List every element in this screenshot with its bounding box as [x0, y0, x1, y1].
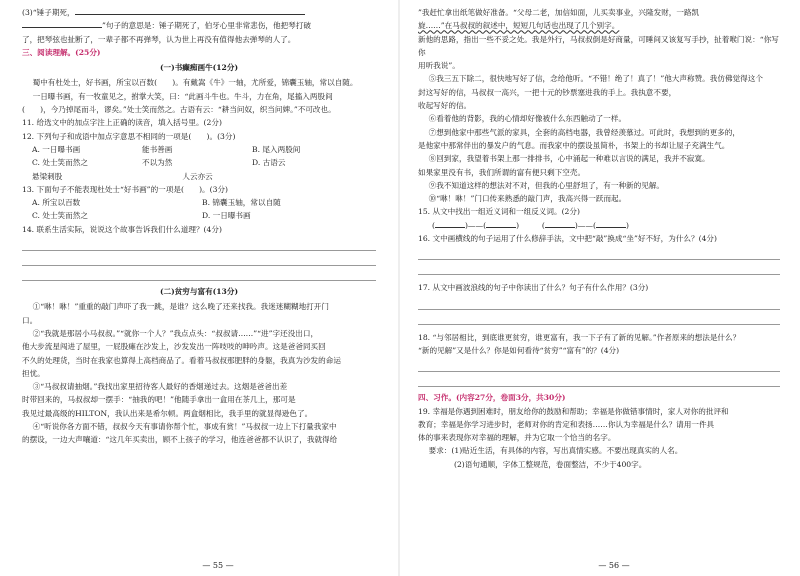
passage-paragraph: 时带回来的，马叔叔却一摆手：“抽我的吧！”他随手拿出一盒用在茶几上，那可是: [22, 395, 296, 405]
answer-blank[interactable]: [545, 227, 575, 228]
passage-paragraph: 新他的思路，指出一些不妥之处。我是外行，马叔叔倒是好商量，可睡间又该复写手抄，扯着喉门说：“你写你: [418, 34, 779, 57]
answer-blank[interactable]: [75, 14, 305, 15]
section-title: 四、习作。(内容27分，卷面3分，共30分): [418, 393, 566, 403]
pair-blanks: ( )——( ) ( )——( ): [432, 220, 629, 230]
q-line1: (3)“锤子期死，: [22, 6, 376, 19]
question: 15. 从文中找出一组近义词和一组反义词。(2分): [418, 207, 580, 217]
question: 16. 文中画横线的句子运用了什么修辞手法，文中把“敲”换成“坐”好不好，为什么？(4分): [418, 234, 717, 244]
question: 13. 下面句子不能表现杜处士“好书画”的一项是( )。(3分): [22, 184, 228, 194]
wavy-sentence: 旋……”在马叔叔的叙述中，短短几句话也出现了几个别字。: [418, 21, 620, 31]
question: 19. 幸福是你遇到困难时，朋友给你的鼓励和帮助；幸福是你做错事情时，家人对你的批评和: [418, 406, 729, 416]
passage-paragraph: ⑤我三五下除二，很快地写好了信，念给他听。“不错！绝了！真了！”他大声称赞。我仿佛觉得这个: [428, 74, 763, 84]
option[interactable]: B. 锦囊玉轴，常以自随: [202, 198, 281, 208]
passage-paragraph: ⑨我不知道这样的想法对不对，但我的心里舒坦了，有一种新的见解。: [428, 180, 665, 190]
right-page: [408, 0, 800, 576]
option[interactable]: C. 处士笑而然之: [32, 158, 88, 168]
options: [22, 196, 376, 223]
option: 不以为然: [142, 158, 173, 168]
answer-line[interactable]: [22, 251, 376, 266]
passage-paragraph: 一日曝书画，有一牧童见之，拊掌大笑，曰：“此画斗牛也。牛斗，力在角，尾搐入两股间: [32, 91, 333, 101]
question: 11. 给选文中的加点字注上正确的读音，填入括号里。(2分): [22, 118, 222, 128]
passage-paragraph: 封这写好的信，马叔叔一高兴，一把十元的钞票塞进我的手上。我执意不要，: [418, 87, 677, 97]
page-number: — 55 —: [202, 560, 234, 570]
option[interactable]: C. 处士笑而然之: [32, 211, 88, 221]
question: 18. “与邻居相比，到底谁更贫穷，谁更富有，我一下子有了新的见解。”作者原来的想法是什么？: [418, 332, 741, 342]
left-page: [0, 0, 392, 576]
passage-paragraph: ⑦想到他家中那些气派的家具，全套的高档电器，我曾经羡慕过。可此时，我想到的更多的，: [428, 127, 740, 137]
answer-line[interactable]: [418, 295, 780, 310]
question: 体的事来表现你对幸福的理解，并为它取一个恰当的名字。: [418, 433, 616, 443]
options: [22, 143, 376, 170]
answer-blank[interactable]: [596, 227, 626, 228]
options-extra: 悬梁刺股 人云亦云: [32, 171, 213, 181]
passage-paragraph: 是他家中那常伴出的暴发户的气息。而我家中的摆设虽简朴，书架上的书却让屋子充满生气。: [418, 140, 730, 150]
passage-title: (一)书癫痴画牛(12分): [159, 63, 239, 73]
passage-paragraph: ”我赶忙拿出纸笔做好准备。“父母二老，加信如面，儿买卖事业，兴隆发财，一路凯: [418, 8, 700, 17]
passage-paragraph: ⑥看着他的背影，我的心情却好像被什么东西触动了一样。: [428, 114, 627, 124]
passage-paragraph: 担忧。: [22, 368, 45, 378]
requirement: (2)语句通顺，字体工整规范，卷面整洁，不少于400字。: [454, 459, 647, 469]
option[interactable]: B. 尾入两股间: [252, 144, 301, 154]
passage-paragraph: 用听我说”。: [418, 61, 460, 71]
passage-paragraph: 如果家里没有书，我们所谓的富有便只剩下空壳。: [418, 167, 586, 177]
q-line2: ”句子的意思是：锤子期死了，伯牙心里非常悲伤，他把琴打破: [22, 19, 376, 32]
passage-paragraph: ③“马叔叔请抽烟。”我找出家里招待客人最好的香烟递过去。这烟是爸爸出差: [32, 382, 288, 392]
passage-paragraph: ( )，今乃掉尾而斗，谬矣。”处士笑而然之。古语有云：“耕当问奴，织当问婢。”不可改也。: [22, 105, 336, 115]
passage-paragraph: ②“我就是那居小马叔叔。”“就你一个人？”我点点头：“叔叔请……”“进”字还没出口，: [32, 328, 319, 338]
passage-paragraph: 我见过最高级的HILTON，我认出来是希尔顿。两盒烟相比，我手里的就显得逊色了。: [22, 408, 313, 418]
question: 教育；幸福是你学习进步时，老师对你的肯定和表扬……你认为幸福是什么？请用一件具: [418, 419, 715, 429]
answer-line[interactable]: [418, 260, 780, 275]
answer-line[interactable]: [22, 236, 376, 251]
passage-paragraph: ⑩“咻！咻！”门口传来熟悉的敲门声，我高兴得一跃而起。: [428, 194, 627, 204]
answer-line[interactable]: [418, 357, 780, 372]
passage-title: (二)贫穷与富有(13分): [159, 287, 239, 297]
answer-blank[interactable]: [486, 227, 516, 228]
passage-paragraph: 不久的处理货，当时在我家也算得上高档商品了。看着马叔叔那肥胖的身躯，我真为沙发的命运: [22, 355, 341, 365]
question: 12. 下列句子和成语中加点字意思不相同的一项是( )。(3分): [22, 131, 236, 141]
option[interactable]: A. 所宝以百数: [32, 198, 81, 208]
question: “新的见解”又是什么？你是如何看待“贫穷”“富有”的？(4分): [418, 345, 620, 355]
passage-paragraph: 口。: [22, 315, 38, 325]
answer-blank[interactable]: [22, 27, 102, 28]
option: 能书善画: [142, 144, 173, 154]
passage-paragraph: ④“听说你各方面不错，叔叔今天有事请你帮个忙，事成有赏！”马叔叔一边上下打量我家中: [32, 422, 337, 432]
option[interactable]: D. 古语云: [252, 158, 286, 168]
passage-paragraph: 蜀中有杜处士，好书画，所宝以百数( )。有戴嵩《牛》一轴，尤所爱，锦囊玉轴，常以自随。: [32, 78, 358, 88]
q-line3: 了，把琴弦也扯断了，一辈子都不再弹琴，认为世上再没有值得他去弹琴的人了。: [22, 34, 296, 44]
section-title: 三、阅读理解。(25分): [22, 47, 101, 57]
page-number: — 56 —: [598, 560, 630, 570]
passage-paragraph: ⑧回到家，我望着书架上那一排排书，心中涌起一种难以言说的满足，我并不寂寞。: [428, 154, 710, 164]
answer-line[interactable]: [418, 372, 780, 387]
passage-paragraph: 他大步流星闯进了屋里，一屁股瘫在沙发上，沙发发出一阵吱吱的呻吟声。这是爸爸同买回: [22, 342, 326, 352]
page-divider: [398, 0, 400, 576]
answer-line[interactable]: [22, 266, 376, 281]
question: 14. 联系生活实际，说说这个故事告诉我们什么道理？(4分): [22, 224, 222, 234]
answer-line[interactable]: [418, 245, 780, 260]
answer-blank[interactable]: [435, 227, 465, 228]
answer-line[interactable]: [418, 310, 780, 325]
question: 17. 从文中画波浪线的句子中你读出了什么？句子有什么作用？(3分): [418, 283, 649, 293]
option[interactable]: A. 一日曝书画: [32, 144, 81, 154]
requirement: 要求：(1)贴近生活，有具体的内容，写出真情实感。不要出现真实的人名。: [428, 446, 683, 456]
passage-paragraph: 收起写好的信。: [418, 101, 472, 111]
passage-paragraph: ①“咻！咻！”重重的敲门声吓了我一跳，是谁？这么晚了还来找我。我迷迷糊糊地打开门: [32, 302, 329, 312]
passage-paragraph: 的摆设，一边大声嚷道：“这几年买卖出，顾不上孩子的学习，他连爸爸都不认识了，我就得给: [22, 435, 338, 445]
option[interactable]: D. 一日曝书画: [202, 211, 251, 221]
